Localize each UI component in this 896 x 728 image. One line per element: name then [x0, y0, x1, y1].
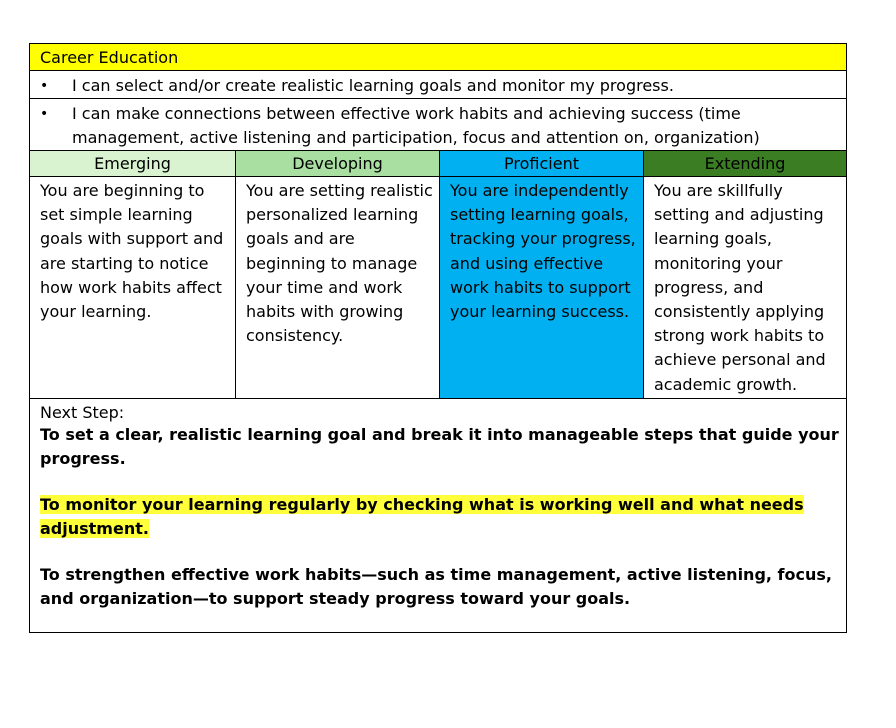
bullet-icon: • [40, 106, 49, 122]
goal-item [30, 71, 846, 99]
level-header-proficient: Proficient [440, 151, 644, 176]
goal-text: I can select and/or create realistic learning goals and monitor my progress. [72, 76, 674, 95]
next-step-item-highlighted: To monitor your learning regularly by checking what is working well and what needs adjustment. [40, 495, 804, 538]
level-header-row [30, 151, 846, 177]
next-step-item: To set a clear, realistic learning goal and break it into manageable steps that guide your progress. [40, 425, 839, 468]
level-description-row [30, 177, 846, 399]
section-title: Career Education [30, 44, 846, 71]
level-header-extending: Extending [644, 151, 846, 176]
level-description-extending: You are skillfully setting and adjusting learning goals, monitoring your progress, and consistently applying strong work habits to achieve personal and academic growth. [654, 181, 826, 394]
assessment-rubric [29, 43, 847, 633]
next-step-label: Next Step: [40, 403, 125, 422]
level-description-proficient: You are independently setting learning goals, tracking your progress, and using effective work habits to support your learning success. [440, 177, 644, 398]
level-description-developing: You are setting realistic personalized learning goals and are beginning to manage your time and work habits with growing consistency. [236, 177, 440, 398]
goal-item [30, 99, 846, 151]
bullet-icon: • [40, 78, 49, 94]
level-header-developing: Developing [236, 151, 440, 176]
level-header-emerging: Emerging [30, 151, 236, 176]
level-description-emerging: You are beginning to set simple learning goals with support and are starting to notice how work habits affect your learning. [30, 177, 236, 398]
goal-text: I can make connections between effective work habits and achieving success (time management, active listening and participation, focus and attention on, organization) [72, 104, 760, 147]
next-step-section [30, 399, 846, 632]
next-step-item: To strengthen effective work habits—such as time management, active listening, focus, and organization—to support steady progress toward your goals. [40, 565, 832, 608]
